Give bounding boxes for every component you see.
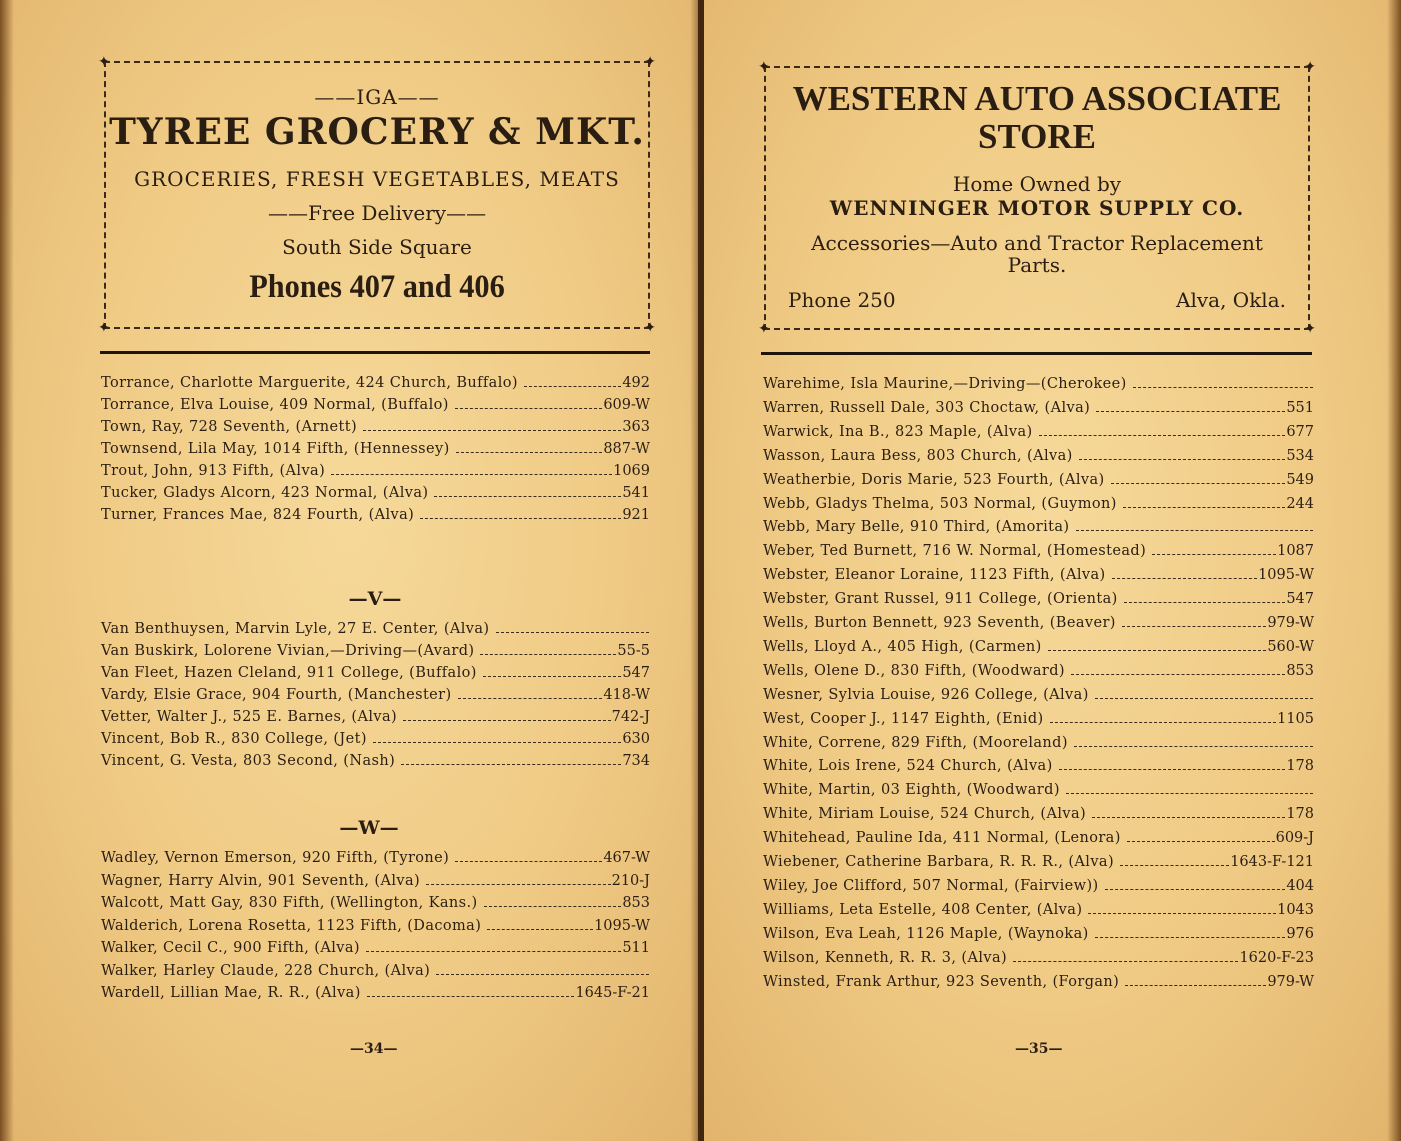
directory-entry — [763, 877, 1314, 895]
entry-name: Wesner, Sylvia Louise, 926 College, (Alva) — [763, 686, 1089, 703]
entry-name: Wardell, Lillian Mae, R. R., (Alva) — [101, 985, 361, 1001]
entry-name: Wasson, Laura Bess, 803 Church, (Alva) — [763, 447, 1073, 464]
ad-city: Alva, Okla. — [1176, 288, 1286, 312]
directory-entry — [763, 781, 1314, 799]
directory-entry — [101, 939, 650, 957]
divider-rule — [761, 352, 1312, 355]
entry-phone: 1643-F-121 — [1230, 854, 1314, 870]
leader-dots — [455, 408, 602, 409]
entry-phone: 1095-W — [594, 917, 650, 934]
leader-dots — [1105, 889, 1286, 890]
leader-dots — [1096, 411, 1285, 412]
ad-goods-line: GROCERIES, FRESH VEGETABLES, MEATS — [134, 167, 620, 191]
directory-entry — [101, 752, 650, 770]
ornament-icon: ✦ — [758, 321, 770, 337]
entry-name: Vincent, G. Vesta, 803 Second, (Nash) — [101, 753, 396, 769]
leader-dots — [373, 742, 621, 743]
directory-entry — [763, 423, 1314, 441]
leader-dots — [1127, 841, 1275, 842]
entry-name: Townsend, Lila May, 1014 Fifth, (Hennessey) — [101, 441, 450, 457]
leader-dots — [1039, 435, 1286, 436]
entry-phone: 1043 — [1277, 901, 1314, 918]
leader-dots — [1059, 769, 1286, 770]
ornament-icon: ✦ ✦ — [1304, 59, 1316, 75]
leader-dots — [401, 764, 621, 765]
entry-name: Vardy, Elsie Grace, 904 Fourth, (Manchester) — [101, 687, 452, 703]
leader-dots — [1076, 530, 1314, 531]
directory-entry — [763, 662, 1314, 680]
directory-entry — [101, 396, 650, 414]
ornament-icon: ✦ — [98, 320, 110, 336]
directory-entry — [763, 853, 1314, 871]
entry-name: Whitehead, Pauline Ida, 411 Normal, (Lenora) — [763, 830, 1121, 847]
section-heading-w: —W— — [339, 817, 399, 839]
directory-entry — [763, 973, 1314, 991]
leader-dots — [496, 632, 650, 633]
entry-phone: 979-W — [1267, 615, 1314, 631]
entry-name: Williams, Leta Estelle, 408 Center, (Alva) — [763, 901, 1083, 918]
page-edge-shadow — [0, 0, 14, 1141]
leader-dots — [1133, 387, 1313, 388]
entry-name: Torrance, Charlotte Marguerite, 424 Church, Buffalo) — [101, 375, 518, 391]
leader-dots — [1050, 722, 1277, 723]
leader-dots — [1088, 913, 1276, 914]
entry-phone: 534 — [1286, 447, 1314, 464]
page-number: —34— — [350, 1041, 398, 1057]
entry-name: Webb, Mary Belle, 910 Third, (Amorita) — [763, 519, 1070, 536]
directory-entry — [101, 664, 650, 682]
directory-entry — [763, 805, 1314, 823]
directory-entry — [101, 872, 650, 890]
leader-dots — [1074, 746, 1313, 747]
entry-name: West, Cooper J., 1147 Eighth, (Enid) — [763, 710, 1044, 727]
ad-home-owned: Home Owned by — [952, 172, 1122, 196]
directory-entry — [763, 949, 1314, 967]
directory-entry — [763, 638, 1314, 656]
directory-entry — [763, 518, 1314, 536]
entry-name: Webster, Eleanor Loraine, 1123 Fifth, (Alva) — [763, 567, 1106, 584]
entry-phone: 609-W — [603, 397, 650, 413]
entry-name: Wadley, Vernon Emerson, 920 Fifth, (Tyrone) — [101, 850, 450, 866]
entry-phone: 178 — [1286, 806, 1314, 823]
entry-phone: 979-W — [1267, 973, 1314, 990]
entry-phone: 1620-F-23 — [1239, 949, 1314, 966]
entry-name: Wells, Lloyd A., 405 High, (Carmen) — [763, 638, 1042, 655]
leader-dots — [1071, 674, 1285, 675]
leader-dots — [1123, 507, 1285, 508]
leader-dots — [1079, 459, 1286, 460]
entry-phone: 551 — [1286, 399, 1314, 416]
entry-phone: 853 — [1286, 662, 1314, 679]
entry-name: White, Miriam Louise, 524 Church, (Alva) — [763, 806, 1087, 823]
leader-dots — [1112, 578, 1258, 579]
directory-entry — [763, 710, 1314, 728]
leader-dots — [403, 720, 611, 721]
directory-entry — [763, 686, 1314, 704]
entry-name: Wilson, Kenneth, R. R. 3, (Alva) — [763, 949, 1008, 966]
directory-entry — [763, 590, 1314, 608]
leader-dots — [366, 951, 621, 952]
entry-name: Town, Ray, 728 Seventh, (Arnett) — [101, 419, 358, 435]
leader-dots — [363, 430, 621, 431]
entry-name: Van Fleet, Hazen Cleland, 911 College, (Buffalo) — [101, 665, 477, 681]
western-auto-ad — [758, 59, 1316, 337]
entry-name: Wells, Burton Bennett, 923 Seventh, (Beaver) — [763, 615, 1116, 631]
leader-dots — [458, 698, 603, 699]
directory-entry — [101, 440, 650, 458]
entry-name: Vincent, Bob R., 830 College, (Jet) — [101, 731, 367, 747]
entry-phone: 418-W — [603, 687, 650, 703]
entry-name: Walker, Cecil C., 900 Fifth, (Alva) — [101, 940, 360, 956]
leader-dots — [367, 996, 575, 997]
directory-entry — [101, 962, 650, 980]
leader-dots — [456, 452, 603, 453]
directory-entry — [101, 894, 650, 912]
entry-phone: 1105 — [1277, 710, 1314, 727]
entry-name: Wagner, Harry Alvin, 901 Seventh, (Alva) — [101, 872, 421, 889]
entry-phone: 541 — [622, 485, 650, 501]
leader-dots — [1122, 626, 1266, 627]
entry-phone: 921 — [622, 507, 650, 523]
directory-entry — [763, 925, 1314, 943]
entry-phone: 492 — [622, 375, 650, 391]
entry-phone: 677 — [1286, 423, 1314, 440]
leader-dots — [484, 906, 622, 907]
directory-entry — [763, 757, 1314, 775]
directory-entry — [763, 734, 1314, 752]
entry-phone: 1069 — [613, 463, 650, 479]
entry-name: White, Martin, 03 Eighth, (Woodward) — [763, 782, 1060, 799]
entry-phone: 630 — [622, 731, 650, 747]
entry-phone: 210-J — [611, 872, 650, 889]
directory-entry — [763, 614, 1314, 632]
entry-phone: 467-W — [603, 850, 650, 866]
entry-name: White, Correne, 829 Fifth, (Mooreland) — [763, 734, 1068, 751]
leader-dots — [1152, 554, 1276, 555]
entry-phone: 560-W — [1267, 638, 1314, 655]
entry-phone: 404 — [1286, 877, 1314, 894]
directory-entry — [101, 462, 650, 480]
page-number: —35— — [1015, 1041, 1063, 1057]
leader-dots — [1125, 985, 1266, 986]
ad-location-line: South Side Square — [282, 235, 472, 259]
directory-entry — [763, 829, 1314, 847]
entry-name: Warehime, Isla Maurine,—Driving—(Cherokee) — [763, 376, 1127, 392]
entry-name: Weatherbie, Doris Marie, 523 Fourth, (Alva) — [763, 471, 1105, 488]
entry-phone: 547 — [1286, 591, 1314, 608]
ad-phones-line: Phones 407 and 406 — [249, 269, 505, 305]
leader-dots — [1066, 793, 1313, 794]
directory-entry — [763, 447, 1314, 465]
entry-name: Warwick, Ina B., 823 Maple, (Alva) — [763, 423, 1033, 440]
entry-name: Winsted, Frank Arthur, 923 Seventh, (Forgan) — [763, 973, 1120, 990]
directory-entry — [101, 917, 650, 935]
directory-entry — [763, 901, 1314, 919]
left-page — [0, 0, 698, 1141]
ad-iga-label: ——IGA—— — [314, 85, 440, 109]
leader-dots — [483, 676, 621, 677]
leader-dots — [1048, 650, 1267, 651]
directory-entry — [763, 542, 1314, 560]
entry-phone: 547 — [622, 665, 650, 681]
leader-dots — [1124, 602, 1286, 603]
ad-phone: Phone 250 — [788, 288, 896, 312]
directory-entry — [101, 484, 650, 502]
entry-phone: 549 — [1286, 471, 1314, 488]
leader-dots — [434, 496, 621, 497]
ad-owner-name: WENNINGER MOTOR SUPPLY CO. — [829, 196, 1245, 220]
entry-name: Walcott, Matt Gay, 830 Fifth, (Wellington, Kans.) — [101, 895, 478, 911]
directory-entry — [101, 418, 650, 436]
leader-dots — [455, 861, 602, 862]
leader-dots — [1095, 698, 1313, 699]
directory-entry — [763, 566, 1314, 584]
entry-name: Wiebener, Catherine Barbara, R. R. R., (Alva) — [763, 854, 1115, 870]
directory-entry — [101, 708, 650, 726]
directory-entry — [101, 506, 650, 524]
divider-rule — [100, 351, 650, 354]
entry-phone: 244 — [1286, 495, 1314, 512]
directory-entry — [101, 642, 650, 660]
entry-phone: 178 — [1286, 758, 1314, 775]
directory-entry — [101, 620, 650, 638]
entry-phone: 1645-F-21 — [575, 985, 650, 1001]
entry-name: Turner, Frances Mae, 824 Fourth, (Alva) — [101, 507, 415, 523]
directory-entry — [101, 374, 650, 392]
ad-store-title: WESTERN AUTO ASSOCIATE STORE — [792, 79, 1282, 156]
entry-name: Vetter, Walter J., 525 E. Barnes, (Alva) — [101, 709, 398, 725]
entry-name: Walker, Harley Claude, 228 Church, (Alva) — [101, 962, 431, 979]
leader-dots — [1013, 961, 1238, 962]
leader-dots — [487, 929, 593, 930]
leader-dots — [1111, 483, 1286, 484]
entry-name: Wilson, Eva Leah, 1126 Maple, (Waynoka) — [763, 925, 1089, 942]
entry-phone: 55-5 — [617, 643, 650, 659]
directory-entry — [101, 686, 650, 704]
entry-name: Wells, Olene D., 830 Fifth, (Woodward) — [763, 662, 1065, 679]
leader-dots — [1092, 817, 1285, 818]
directory-entry — [763, 375, 1314, 393]
leader-dots — [1095, 937, 1286, 938]
ad-delivery-line: ——Free Delivery—— — [267, 201, 487, 225]
entry-phone: 1087 — [1277, 543, 1314, 560]
leader-dots — [420, 518, 621, 519]
page-edge-shadow — [1387, 0, 1401, 1141]
entry-name: Warren, Russell Dale, 303 Choctaw, (Alva) — [763, 399, 1091, 416]
directory-entry — [763, 495, 1314, 513]
directory-entry — [101, 730, 650, 748]
entry-name: Weber, Ted Burnett, 716 W. Normal, (Homestead) — [763, 543, 1147, 560]
entry-name: Wiley, Joe Clifford, 507 Normal, (Fairview)) — [763, 877, 1099, 894]
entry-name: Van Buskirk, Lolorene Vivian,—Driving—(Avard) — [101, 643, 475, 659]
entry-phone: 609-J — [1275, 830, 1314, 847]
entry-name: White, Lois Irene, 524 Church, (Alva) — [763, 758, 1053, 775]
directory-entry — [101, 984, 650, 1002]
entry-name: Webster, Grant Russel, 911 College, (Orienta) — [763, 591, 1118, 608]
directory-entry — [101, 849, 650, 867]
directory-entry — [763, 471, 1314, 489]
entry-name: Torrance, Elva Louise, 409 Normal, (Buffalo) — [101, 397, 449, 413]
entry-phone: 511 — [622, 940, 650, 956]
entry-phone: 887-W — [603, 441, 650, 457]
tyree-grocery-ad — [98, 54, 656, 336]
ad-accessories-line: Accessories—Auto and Tractor Replacement Parts. — [811, 231, 1263, 277]
entry-name: Van Benthuysen, Marvin Lyle, 27 E. Center, (Alva) — [101, 621, 490, 637]
ornament-icon: ✦ ✦ — [644, 54, 656, 70]
entry-name: Webb, Gladys Thelma, 503 Normal, (Guymon) — [763, 495, 1117, 512]
entry-phone: 742-J — [611, 709, 650, 725]
leader-dots — [436, 974, 649, 975]
leader-dots — [524, 386, 621, 387]
section-heading-v: —V— — [348, 588, 402, 610]
leader-dots — [426, 884, 611, 885]
entry-phone: 976 — [1286, 925, 1314, 942]
entry-phone: 734 — [622, 753, 650, 769]
leader-dots — [480, 654, 616, 655]
entry-phone: 363 — [622, 419, 650, 435]
entry-phone: 853 — [622, 895, 650, 911]
leader-dots — [331, 474, 612, 475]
directory-entry — [763, 399, 1314, 417]
ad-store-name: TYREE GROCERY & MKT. — [109, 111, 645, 153]
leader-dots — [1120, 865, 1229, 866]
entry-name: Trout, John, 913 Fifth, (Alva) — [101, 463, 326, 479]
entry-name: Walderich, Lorena Rosetta, 1123 Fifth, (Dacoma) — [101, 917, 482, 934]
entry-phone: 1095-W — [1258, 567, 1314, 584]
entry-name: Tucker, Gladys Alcorn, 423 Normal, (Alva) — [101, 485, 429, 501]
